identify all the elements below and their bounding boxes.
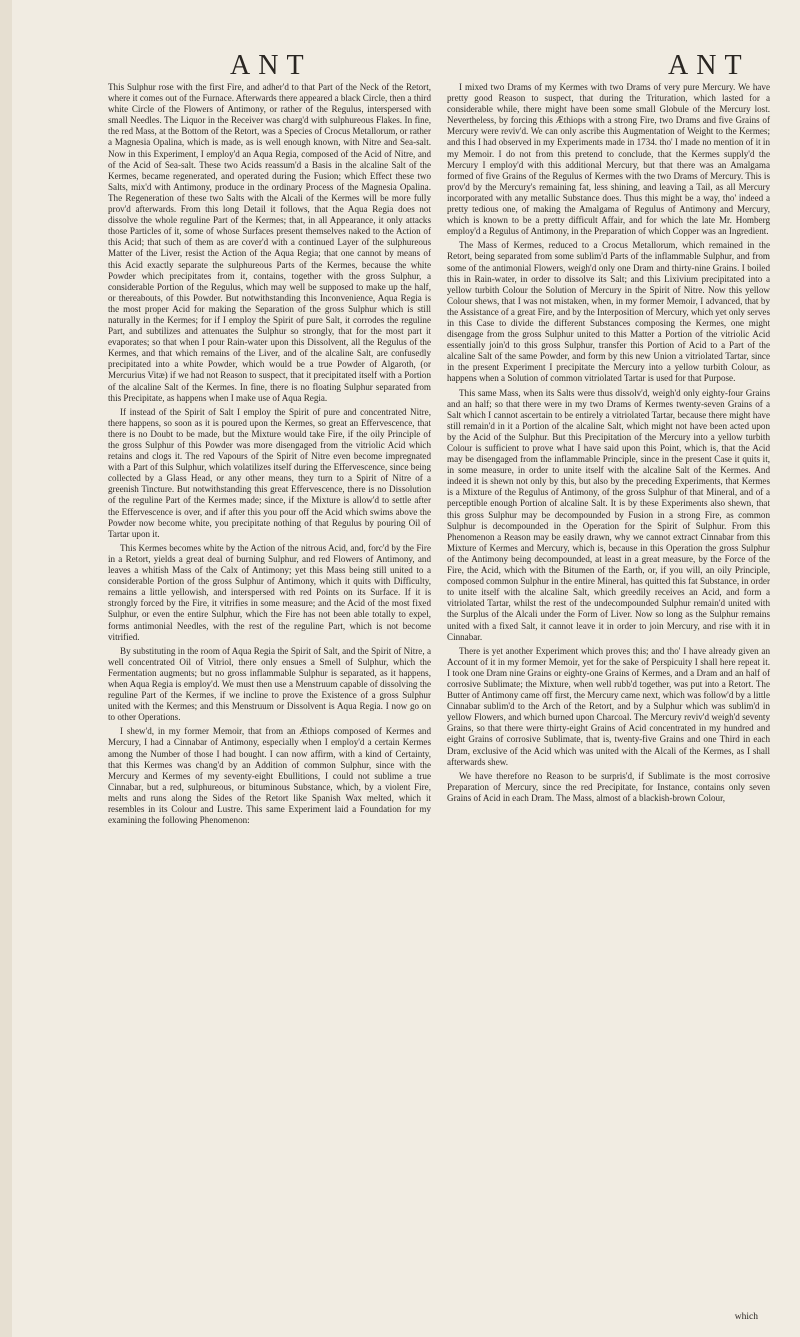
left-paragraph-3: This Kermes becomes white by the Action of the nitrous Acid, and, forc'd by the Fire in a Retort, yields a great deal of burning Sulphur, and red Flowers of Antimony, and leaves a whitish Mass of the Calx of Antimony; yet this Mass being still united to a considerable Portion of the gross Sulphur of Antimony, which it quits with Difficulty, remains a little yellowish, and interspersed with red Points on its Surface. If it is strongly forced by the Fire, it vitrifies in some measure; and the Acid of the most fixed Sulphur, or even the entire Sulphur, which the Fire has not been able totally to expel, forms antimonial Needles, with the rest of the reguline Part, which is not become vitrified. bbox=[108, 542, 431, 642]
right-paragraph-2: The Mass of Kermes, reduced to a Crocus Metallorum, which remained in the Retort, being separated from some sublim'd Parts of the inflammable Sulphur, and from some of the antimonial Flowers, weigh'd only one Dram and thirty-nine Grains. I boiled this in Rain-water, in order to dissolve its Salt; and this Lixivium precipitated into a yellow turbith Colour the Solution of Mercury in the Spirit of Nitre. Now this yellow Colour shews, that I was not mistaken, when, in my former Memoir, I advanced, that by the Assistance of a great Fire, and by the Interposition of Mercury, which yet only serves in this Case to divide the different Substances composing the Kermes, one might disengage from the gross Sulphur united to this Matter a Portion of the vitriolic Acid essentially join'd to this gross Sulphur, transfer this Portion of Acid to a Part of the alcaline Salt of the same Powder, and form by this new Union a vitriolated Tartar, since in the present Experiment I precipitate the Mercury into a yellow turbith Colour, as happens when a Solution of common vitriolated Tartar is used for that Purpose. bbox=[447, 240, 770, 384]
left-paragraph-5: I shew'd, in my former Memoir, that from an Æthiops composed of Kermes and Mercury, I had a Cinnabar of Antimony, especially when I employ'd a certain Kermes among the Number of those I had bought. I can now affirm, with a kind of Certainty, that this Kermes was chang'd by an Addition of common Sulphur, since with the Mercury and Kermes of my seventy-eight Ebullitions, I could not sublime a true Cinnabar, but a red, sulphureous, or bituminous Substance, which, by a violent Fire, melts and runs along the Sides of the Retort like Spanish Wax melted, which it resembles in its Colour and Lustre. This same Experiment laid a Foundation for my examining the following Phenomenon: bbox=[108, 726, 431, 826]
running-headers bbox=[108, 0, 770, 82]
running-header-right: ANT bbox=[668, 50, 750, 81]
left-column bbox=[108, 82, 431, 829]
left-paragraph-4: By substituting in the room of Aqua Regia the Spirit of Salt, and the Spirit of Nitre, a well concentrated Oil of Vitriol, there only ensues a Smell of Sulphur, which the Fermentation augments; but no gross inflammable Sulphur is separated, as it happens, when Aqua Regia is employ'd. We must then use a Menstruum capable of dissolving the reguline Part of the Kermes, if we incline to prove the Existence of a gross Sulphur united with the Kermes; and this Menstruum or Dissolvent is Aqua Regia. I now go on to other Operations. bbox=[108, 645, 431, 723]
right-paragraph-4: There is yet another Experiment which proves this; and tho' I have already given an Account of it in my former Memoir, yet for the sake of Perspicuity I shall here repeat it. I took one Dram nine Grains or eighty-one Grains of Kermes, and a Dram and an half of corrosive Sublimate; the Mixture, when well rubb'd together, was put into a Retort. The Butter of Antimony came off first, the Mercury came next, which was follow'd by a little Cinnabar sublim'd to the Arch of the Retort, and by a Sulphur which was sublim'd in yellow Flowers, and which burned upon Charcoal. The Mercury reviv'd weigh'd seventy Grains, so that there were thirty-eight Grains of Acid concentrated in my hundred and eight Grains of corrosive Sublimate, that is, twenty-five Grains and one Third in each Dram, exclusive of the Acid which was united with the Alcali of the Kermes, as I shall afterwards shew. bbox=[447, 645, 770, 767]
right-paragraph-1: I mixed two Drams of my Kermes with two Drams of very pure Mercury. We have pretty good Reason to suspect, that during the Trituration, which lasted for a considerable while, there might have been some small Globule of the Mercury lost. Nevertheless, by forcing this Æthiops with a strong Fire, two Drams and five Grains of Mercury were reviv'd. We can only ascribe this Augmentation of Weight to the Kermes; and this I had observed in my Experiments made in 1734. tho' I made no mention of it in my Memoir. I do not from this pretend to conclude, that the Kermes supply'd the Mercury I employ'd with this additional Mercury, but that there was an Amalgama formed of five Grains of the Regulus of Kermes with the two Drams of Mercury. This is prov'd by the Mercury's remaining fat, less shining, and leaving a Tail, as all Mercury incorporated with any metallic Substance does. Thus this might be a way, tho' indeed a pretty tedious one, of making the Amalgama of Regulus of Antimony and Mercury, which is known to be a pretty difficult Affair, and for which the late Mr. Homberg employ'd a Regulus of Antimony, in the Preparation of which Copper was an Ingredient. bbox=[447, 82, 770, 237]
page-edge bbox=[0, 0, 12, 1337]
left-paragraph-2: If instead of the Spirit of Salt I employ the Spirit of pure and concentrated Nitre, there happens, so soon as it is poured upon the Kermes, so great an Effervescence, that there is no Doubt to be made, but the Mixture would take Fire, if the oily Principle of the gross Sulphur of this Powder was more disengaged from the vitriolic Acid which retains and clogs it. The red Vapours of the Spirit of Nitre even become impregnated with a Part of this Sulphur, which volatilizes itself during the Effervescence, since being collected by a Glass Head, or any other means, they turn to a Spirit of Nitre of a greenish Tincture. But notwithstanding this great Effervescence, there is no Dissolution of the reguline Part of the Kermes made; since, if the Mixture is allow'd to settle after the Effervescence is over, and if after this you pour off the Acid which swims above the Powder now become white, you precipitate nothing of that Regulus by pouring Oil of Tartar upon it. bbox=[108, 406, 431, 539]
right-paragraph-5: We have therefore no Reason to be surpris'd, if Sublimate is the most corrosive Preparation of Mercury, since the red Precipitate, for Instance, contains only seven Grains of Acid in each Dram. The Mass, almost of a blackish-brown Colour, bbox=[447, 770, 770, 803]
text-columns bbox=[108, 82, 770, 829]
catchword: which bbox=[734, 1312, 758, 1322]
right-paragraph-3: This same Mass, when its Salts were thus dissolv'd, weigh'd only eighty-four Grains and an half; so that there were in my two Drams of Kermes twenty-seven Grains of a Salt which I cannot ascertain to be entirely a vitriolated Tartar, because there might have still remain'd in it a Portion of the alcaline Salt, which might not have been acted upon by the Acid of the Sulphur. But this Precipitation of the Mercury into a yellow turbith Colour is sufficient to prove what I have said upon this Point, which is, that the Acid may be disengaged from the inflammable Principle, since in the present Case it quits it, in some measure, in order to unite itself with the alcaline Salt of the Kermes. And indeed it is shewn not only by this, but also by the preceding Experiments, that Kermes is a Mixture of the Regulus of Antimony, of the gross Sulphur of that Mineral, and of a perceptible enough Portion of alcaline Salt. It is by these Experiments also shewn, that this gross Sulphur may be decompounded by Fusion in a strong Fire, as common Sulphur is decompounded in the Operation for the Spirit of Sulphur. From this Phenomenon a Reason may be easily drawn, why we cannot extract Cinnabar from this Mixture of Kermes and Mercury, which is, because in this Operation the gross Sulphur of the Antimony being decompounded, at least in a great measure, by the Force of the Fire, the Acid, which with the Bitumen of the Earth, or, if you will, an oily Principle, composed common Sulphur in the entire Mineral, has quitted this fat Substance, in order to unite itself with the alcaline Salt, which greedily receives an Acid, and form a vitriolated Tartar, whilst the rest of the undecompounded Sulphur remain'd united with the Surplus of the Alcali under the Form of Liver. Now so long as the Sulphur remains united with a fixed Salt, it cannot leave it in order to join Mercury, and rise with it in Cinnabar. bbox=[447, 387, 770, 642]
right-column bbox=[447, 82, 770, 829]
running-header-left: ANT bbox=[230, 50, 312, 81]
left-paragraph-1: This Sulphur rose with the first Fire, and adher'd to that Part of the Neck of the Retort, where it comes out of the Furnace. Afterwards there appeared a black Circle, then a third white Circle of the Flowers of Antimony, or rather of the Regulus, interspersed with small Needles. The Liquor in the Receiver was charg'd with sulphureous Flakes. In fine, the red Mass, at the Bottom of the Retort, was a Species of Crocus Metallorum, or rather a Magnesia Opalina, which is made, as is well enough known, with Nitre and Sea-salt. Now in this Experiment, I employ'd an Aqua Regia, composed of the Acid of Nitre, and of the Acid of Sea-salt. These two Acids reassum'd a Basis in the alcaline Salt of the Kermes, became regenerated, and operated during the Fusion; which Effect these two Salts, mix'd with Antimony, produce in the ordinary Process of the Magnesia Opalina. The Regeneration of these two Salts with the Alcali of the Kermes will be more fully prov'd afterwards. From this long Detail it follows, that the Aqua Regia does not dissolve the whole reguline Part of the Kermes; that, in all Appearance, it only attacks those Particles of it, some of whose Surfaces present themselves naked to the Action of this Acid; that such of them as are cover'd with a continued Layer of the sulphureous Matter of the Liver, resist the Action of the Aqua Regia; that one cannot by means of this Acid exactly separate the sulphureous Parts of the Kermes, because the white Powder which precipitates from it, contains, together with the gross Sulphur, a considerable Portion of the Regulus, which may well be supposed to make up the half, or thereabouts, of this Powder. But notwithstanding this Inconvenience, Aqua Regia is the most proper Acid for making the Separation of the gross Sulphur which is still naturally in the Kermes; for if I employ the Spirit of pure Salt, it corrodes the reguline Part, and subtilizes and attenuates the Sulphur so strongly, that for the most part it evaporates; so that when I pour Rain-water upon this Dissolvent, all the Regulus of the Kermes, and that which remains of the Liver, and of the alcaline Salt, are confusedly precipitated into a white Powder, which would be a true Powder of Algaroth, (or Mercurius Vitæ) if we had not Reason to suspect, that it precipitated itself with a Portion of the alcaline Salt of the Kermes. In fine, there is no floating Sulphur separated from this Precipitate, as happens when I make use of Aqua Regia. bbox=[108, 82, 431, 403]
